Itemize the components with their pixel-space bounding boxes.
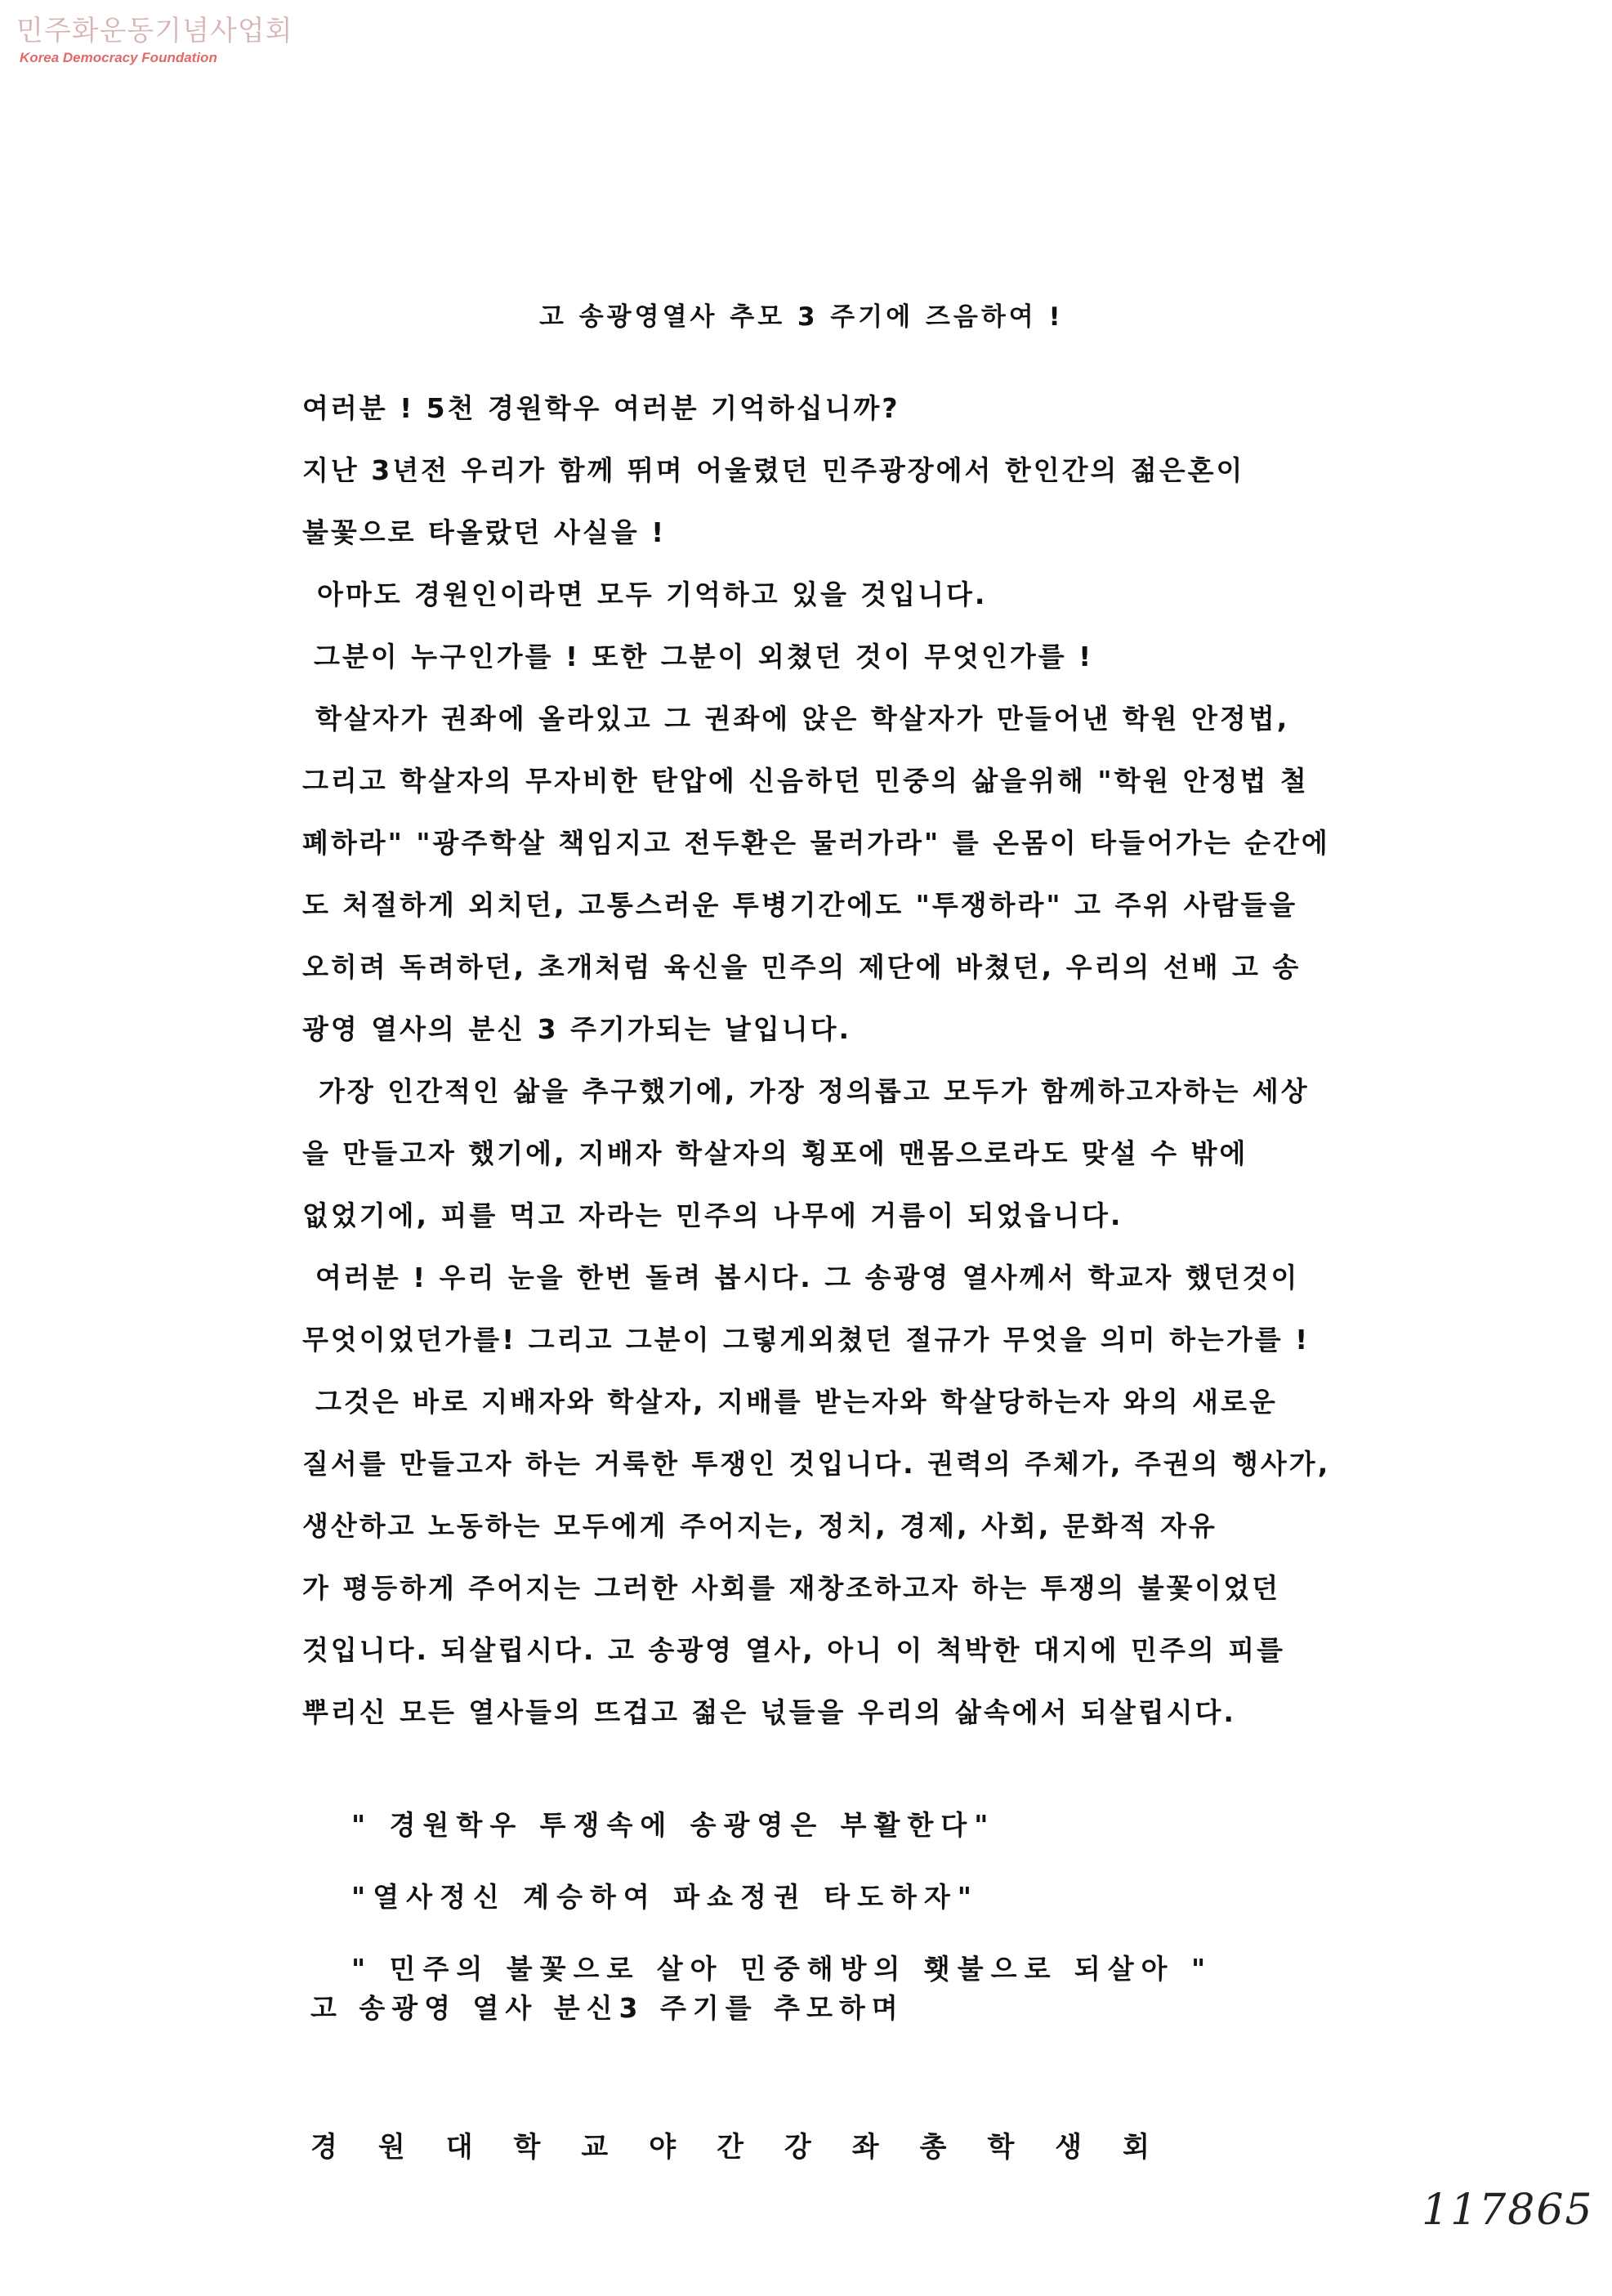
body-line: 오히려 독려하던, 초개처럼 육신을 민주의 제단에 바쳤던, 우리의 선배 고 송 — [302, 951, 1302, 983]
watermark-korean: 민주화운동기념사업회 — [16, 15, 293, 47]
body-line: 아마도 경원인이라면 모두 기억하고 있을 것입니다. — [317, 578, 988, 610]
body-line: 학살자가 권좌에 올라있고 그 권좌에 앉은 학살자가 만들어낸 학원 안정법, — [315, 703, 1290, 735]
slogan-list — [351, 1789, 1212, 2005]
body-line: 그것은 바로 지배자와 학살자, 지배를 받는자와 학살당하는자 와의 새로운 — [315, 1386, 1278, 1418]
body-line: 을 만들고자 했기에, 지배자 학살자의 횡포에 맨몸으로라도 맞설 수 밖에 — [302, 1137, 1248, 1169]
body-line: 광영 열사의 분신 3 주기가되는 날입니다. — [302, 1013, 851, 1045]
body-line: 도 처절하게 외치던, 고통스러운 투병기간에도 "투쟁하라" 고 주위 사람들을 — [302, 889, 1298, 921]
body-line: 불꽃으로 타올랐던 사실을 ! — [302, 516, 667, 548]
signature-organization: 경원대학교야간강좌총학생회 — [310, 2131, 1190, 2164]
body-line: 뿌리신 모든 열사들의 뜨겁고 젊은 넋들을 우리의 삶속에서 되살립시다. — [302, 1696, 1236, 1728]
archive-number: 117865 — [1422, 2186, 1594, 2235]
body-line: 여러분 ! 5천 경원학우 여러분 기억하십니까? — [302, 392, 900, 424]
body-line: 생산하고 노동하는 모두에게 주어지는, 정치, 경제, 사회, 문화적 자유 — [302, 1510, 1217, 1542]
document-title: 고 송광영열사 추모 3 주기에 즈음하여 ! — [539, 302, 1064, 332]
memorial-line: 고 송광영 열사 분신3 주기를 추모하며 — [310, 1992, 904, 2024]
body-line: 그리고 학살자의 무자비한 탄압에 신음하던 민중의 삶을위해 "학원 안정법 철 — [302, 765, 1309, 797]
body-line: 가장 인간적인 삶을 추구했기에, 가장 정의롭고 모두가 함께하고자하는 세상 — [319, 1075, 1310, 1107]
body-line: 폐하라" "광주학살 책임지고 전두환은 물러가라" 를 온몸이 타들어가는 순간에 — [302, 827, 1330, 859]
watermark-english: Korea Democracy Foundation — [20, 50, 217, 65]
body-line: 여러분 ! 우리 눈을 한번 돌려 봅시다. 그 송광영 열사께서 학교자 했던것이 — [315, 1262, 1300, 1293]
body-line: 지난 3년전 우리가 함께 뛰며 어울렸던 민주광장에서 한인간의 젊은혼이 — [302, 454, 1245, 486]
document-body — [302, 377, 1381, 1744]
body-line: 가 평등하게 주어지는 그러한 사회를 재창조하고자 하는 투쟁의 불꽃이었던 — [302, 1572, 1281, 1604]
body-line: 질서를 만들고자 하는 거룩한 투쟁인 것입니다. 권력의 주체가, 주권의 행사가, — [302, 1448, 1331, 1480]
body-line: 것입니다. 되살립시다. 고 송광영 열사, 아니 이 척박한 대지에 민주의 피를 — [302, 1634, 1285, 1666]
body-line: 없었기에, 피를 먹고 자라는 민주의 나무에 거름이 되었읍니다. — [302, 1199, 1123, 1231]
slogan-line: "열사정신 계승하여 파쇼정권 타도하자" — [351, 1881, 979, 1913]
slogan-line: " 경원학우 투쟁속에 송광영은 부활한다" — [351, 1809, 996, 1841]
body-line: 무엇이었던가를! 그리고 그분이 그렇게외쳤던 절규가 무엇을 의미 하는가를 ! — [302, 1324, 1311, 1356]
slogan-line: " 민주의 불꽃으로 살아 민중해방의 횃불으로 되살아 " — [351, 1953, 1213, 1985]
body-line: 그분이 누구인가를 ! 또한 그분이 외쳤던 것이 무엇인가를 ! — [314, 641, 1094, 672]
